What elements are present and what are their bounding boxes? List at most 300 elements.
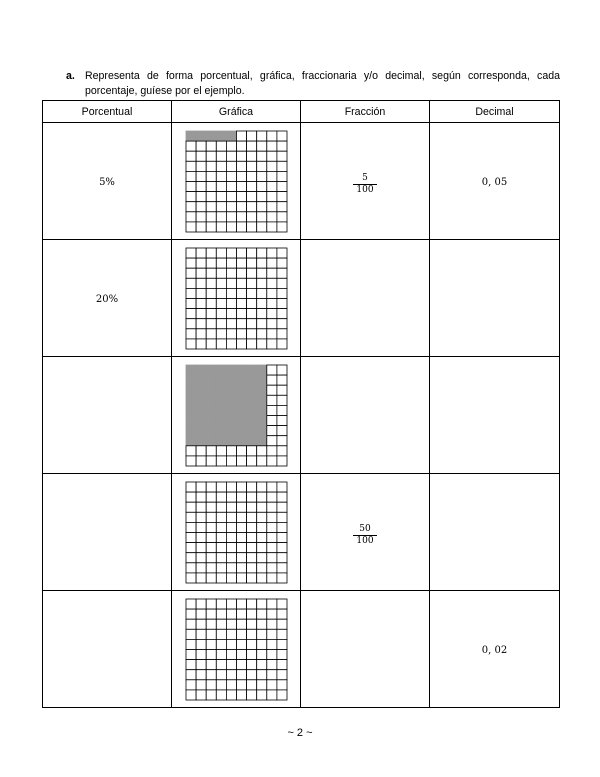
grid-cell[interactable]	[246, 502, 256, 512]
grid-cell[interactable]	[236, 298, 246, 308]
grid-cell[interactable]	[236, 318, 246, 328]
grid-cell[interactable]	[186, 328, 196, 338]
grid-cell[interactable]	[276, 609, 286, 619]
grid-cell[interactable]	[226, 328, 236, 338]
grid-cell[interactable]	[226, 278, 236, 288]
grid-cell[interactable]	[246, 619, 256, 629]
grid-cell[interactable]	[186, 278, 196, 288]
grid-cell[interactable]	[246, 492, 256, 502]
grid-cell[interactable]	[216, 659, 226, 669]
grid-cell[interactable]	[256, 502, 266, 512]
grid-cell[interactable]	[226, 619, 236, 629]
grid-cell[interactable]	[216, 248, 226, 258]
grid-cell[interactable]	[266, 298, 276, 308]
grid-cell[interactable]	[196, 248, 206, 258]
grid-cell[interactable]	[186, 492, 196, 502]
grid-cell[interactable]	[186, 258, 196, 268]
grid-cell[interactable]	[196, 669, 206, 679]
grid-cell[interactable]	[246, 649, 256, 659]
grid-cell[interactable]	[236, 338, 246, 348]
grid-cell[interactable]	[186, 609, 196, 619]
decimal-cell[interactable]	[430, 240, 560, 357]
grid-cell[interactable]	[236, 482, 246, 492]
grid-cell[interactable]	[276, 298, 286, 308]
grid-cell[interactable]	[276, 482, 286, 492]
grid-cell[interactable]	[216, 669, 226, 679]
grid-cell[interactable]	[266, 258, 276, 268]
grid-cell[interactable]	[186, 659, 196, 669]
grid-cell[interactable]	[266, 532, 276, 542]
grid-cell[interactable]	[276, 308, 286, 318]
grid-cell[interactable]	[236, 492, 246, 502]
grid-cell[interactable]	[256, 609, 266, 619]
grid-cell[interactable]	[226, 268, 236, 278]
grid-cell[interactable]	[196, 542, 206, 552]
grid-cell[interactable]	[226, 659, 236, 669]
grid-cell[interactable]	[206, 639, 216, 649]
grid-cell[interactable]	[256, 542, 266, 552]
grid-cell[interactable]	[186, 689, 196, 699]
grid-cell[interactable]	[276, 689, 286, 699]
grid-cell[interactable]	[266, 308, 276, 318]
grid-cell[interactable]	[186, 318, 196, 328]
grid-cell[interactable]	[256, 328, 266, 338]
grid-cell[interactable]	[226, 512, 236, 522]
grid-cell[interactable]	[236, 328, 246, 338]
hundred-grid[interactable]	[185, 481, 288, 584]
grid-cell[interactable]	[276, 522, 286, 532]
grid-cell[interactable]	[236, 268, 246, 278]
grid-cell[interactable]	[206, 532, 216, 542]
decimal-cell[interactable]	[430, 591, 560, 708]
grid-cell[interactable]	[246, 659, 256, 669]
grid-cell[interactable]	[216, 532, 226, 542]
grid-cell[interactable]	[216, 562, 226, 572]
grid-cell[interactable]	[236, 278, 246, 288]
grid-cell[interactable]	[186, 599, 196, 609]
grid-cell[interactable]	[236, 308, 246, 318]
grid-cell[interactable]	[186, 629, 196, 639]
grid-cell[interactable]	[276, 562, 286, 572]
hundred-grid[interactable]	[185, 598, 288, 701]
grid-cell[interactable]	[206, 619, 216, 629]
grid-cell[interactable]	[216, 328, 226, 338]
grid-cell[interactable]	[216, 522, 226, 532]
grid-cell[interactable]	[236, 562, 246, 572]
grid-cell[interactable]	[276, 649, 286, 659]
grid-cell[interactable]	[236, 639, 246, 649]
hundred-grid[interactable]	[185, 247, 288, 350]
grid-cell[interactable]	[196, 328, 206, 338]
grid-cell[interactable]	[226, 492, 236, 502]
grid-cell[interactable]	[256, 278, 266, 288]
porcentual-cell[interactable]	[43, 591, 172, 708]
grid-cell[interactable]	[276, 542, 286, 552]
grid-cell[interactable]	[216, 268, 226, 278]
grid-cell[interactable]	[196, 679, 206, 689]
grid-cell[interactable]	[266, 338, 276, 348]
grid-cell[interactable]	[256, 659, 266, 669]
grid-cell[interactable]	[226, 482, 236, 492]
grid-cell[interactable]	[196, 502, 206, 512]
fraccion-cell[interactable]	[301, 357, 430, 474]
grid-cell[interactable]	[206, 649, 216, 659]
grid-cell[interactable]	[256, 572, 266, 582]
grid-cell[interactable]	[186, 619, 196, 629]
grid-cell[interactable]	[216, 552, 226, 562]
grid-cell[interactable]	[236, 649, 246, 659]
grid-cell[interactable]	[196, 659, 206, 669]
grid-cell[interactable]	[196, 482, 206, 492]
grid-cell[interactable]	[256, 562, 266, 572]
grid-cell[interactable]	[206, 552, 216, 562]
grid-cell[interactable]	[266, 689, 276, 699]
grid-cell[interactable]	[256, 482, 266, 492]
porcentual-cell[interactable]	[43, 474, 172, 591]
grid-cell[interactable]	[256, 268, 266, 278]
grid-cell[interactable]	[226, 502, 236, 512]
grid-cell[interactable]	[256, 619, 266, 629]
grid-cell[interactable]	[246, 572, 256, 582]
grid-cell[interactable]	[206, 278, 216, 288]
grid-cell[interactable]	[216, 258, 226, 268]
grid-cell[interactable]	[246, 308, 256, 318]
grid-cell[interactable]	[246, 298, 256, 308]
grid-cell[interactable]	[266, 542, 276, 552]
grid-cell[interactable]	[266, 599, 276, 609]
grid-cell[interactable]	[196, 609, 206, 619]
grid-cell[interactable]	[196, 512, 206, 522]
grid-cell[interactable]	[236, 502, 246, 512]
grid-cell[interactable]	[246, 268, 256, 278]
grid-cell[interactable]	[196, 649, 206, 659]
grid-cell[interactable]	[186, 679, 196, 689]
grid-cell[interactable]	[246, 318, 256, 328]
grid-cell[interactable]	[206, 562, 216, 572]
grid-cell[interactable]	[266, 619, 276, 629]
grid-cell[interactable]	[236, 679, 246, 689]
grid-cell[interactable]	[276, 258, 286, 268]
grid-cell[interactable]	[266, 609, 276, 619]
grid-cell[interactable]	[266, 552, 276, 562]
grid-cell[interactable]	[196, 522, 206, 532]
grid-cell[interactable]	[276, 679, 286, 689]
grid-cell[interactable]	[206, 298, 216, 308]
grid-cell[interactable]	[186, 308, 196, 318]
grid-cell[interactable]	[236, 522, 246, 532]
grid-cell[interactable]	[256, 669, 266, 679]
grid-cell[interactable]	[266, 562, 276, 572]
grid-cell[interactable]	[246, 522, 256, 532]
grid-cell[interactable]	[196, 532, 206, 542]
porcentual-cell[interactable]	[43, 123, 172, 240]
grid-cell[interactable]	[186, 482, 196, 492]
grid-cell[interactable]	[276, 318, 286, 328]
grid-cell[interactable]	[276, 268, 286, 278]
grid-cell[interactable]	[236, 669, 246, 679]
grid-cell[interactable]	[256, 552, 266, 562]
grid-cell[interactable]	[196, 492, 206, 502]
grid-cell[interactable]	[206, 308, 216, 318]
grid-cell[interactable]	[186, 669, 196, 679]
grid-cell[interactable]	[206, 659, 216, 669]
grid-cell[interactable]	[216, 649, 226, 659]
grid-cell[interactable]	[216, 318, 226, 328]
grid-cell[interactable]	[206, 572, 216, 582]
grid-cell[interactable]	[206, 502, 216, 512]
decimal-cell[interactable]	[430, 123, 560, 240]
grid-cell[interactable]	[256, 599, 266, 609]
grid-cell[interactable]	[216, 502, 226, 512]
grid-cell[interactable]	[266, 492, 276, 502]
grid-cell[interactable]	[226, 689, 236, 699]
grid-cell[interactable]	[266, 649, 276, 659]
grid-cell[interactable]	[216, 679, 226, 689]
grid-cell[interactable]	[266, 629, 276, 639]
grid-cell[interactable]	[226, 298, 236, 308]
grid-cell[interactable]	[226, 609, 236, 619]
grid-cell[interactable]	[216, 609, 226, 619]
grid-cell[interactable]	[256, 248, 266, 258]
grid-cell[interactable]	[226, 248, 236, 258]
fraccion-cell[interactable]	[301, 591, 430, 708]
grid-cell[interactable]	[196, 308, 206, 318]
grid-cell[interactable]	[246, 532, 256, 542]
grid-cell[interactable]	[266, 659, 276, 669]
grid-cell[interactable]	[246, 328, 256, 338]
grid-cell[interactable]	[246, 248, 256, 258]
grid-cell[interactable]	[276, 492, 286, 502]
grid-cell[interactable]	[216, 278, 226, 288]
grid-cell[interactable]	[246, 599, 256, 609]
grid-cell[interactable]	[196, 619, 206, 629]
fraccion-cell[interactable]	[301, 240, 430, 357]
grid-cell[interactable]	[186, 268, 196, 278]
grid-cell[interactable]	[266, 502, 276, 512]
grid-cell[interactable]	[226, 562, 236, 572]
grid-cell[interactable]	[246, 669, 256, 679]
grid-cell[interactable]	[236, 689, 246, 699]
grid-cell[interactable]	[276, 599, 286, 609]
grid-cell[interactable]	[266, 679, 276, 689]
grid-cell[interactable]	[256, 532, 266, 542]
grid-cell[interactable]	[186, 649, 196, 659]
grid-cell[interactable]	[216, 492, 226, 502]
grid-cell[interactable]	[246, 609, 256, 619]
grid-cell[interactable]	[186, 572, 196, 582]
grid-cell[interactable]	[246, 258, 256, 268]
grid-cell[interactable]	[246, 338, 256, 348]
grid-cell[interactable]	[266, 248, 276, 258]
grid-cell[interactable]	[206, 679, 216, 689]
grid-cell[interactable]	[236, 659, 246, 669]
porcentual-cell[interactable]	[43, 357, 172, 474]
grid-cell[interactable]	[196, 278, 206, 288]
grid-cell[interactable]	[206, 522, 216, 532]
grid-cell[interactable]	[196, 268, 206, 278]
grid-cell[interactable]	[216, 619, 226, 629]
grid-cell[interactable]	[186, 298, 196, 308]
grid-cell[interactable]	[236, 532, 246, 542]
grid-cell[interactable]	[266, 639, 276, 649]
grid-cell[interactable]	[216, 639, 226, 649]
grid-cell[interactable]	[206, 609, 216, 619]
grid-cell[interactable]	[276, 552, 286, 562]
grid-cell[interactable]	[276, 572, 286, 582]
grid-cell[interactable]	[206, 599, 216, 609]
grid-cell[interactable]	[246, 639, 256, 649]
grid-cell[interactable]	[196, 572, 206, 582]
grid-cell[interactable]	[266, 522, 276, 532]
grid-cell[interactable]	[256, 679, 266, 689]
grid-cell[interactable]	[226, 318, 236, 328]
grid-cell[interactable]	[276, 248, 286, 258]
grid-cell[interactable]	[226, 532, 236, 542]
grid-cell[interactable]	[226, 679, 236, 689]
grid-cell[interactable]	[226, 669, 236, 679]
grid-cell[interactable]	[236, 619, 246, 629]
grid-cell[interactable]	[226, 258, 236, 268]
grid-cell[interactable]	[226, 542, 236, 552]
grid-cell[interactable]	[226, 522, 236, 532]
grid-cell[interactable]	[256, 649, 266, 659]
grid-cell[interactable]	[226, 552, 236, 562]
grid-cell[interactable]	[206, 318, 216, 328]
grid-cell[interactable]	[246, 542, 256, 552]
grid-cell[interactable]	[196, 599, 206, 609]
grid-cell[interactable]	[236, 258, 246, 268]
grid-cell[interactable]	[276, 502, 286, 512]
grid-cell[interactable]	[206, 248, 216, 258]
grid-cell[interactable]	[216, 572, 226, 582]
grid-cell[interactable]	[276, 278, 286, 288]
grid-cell[interactable]	[246, 629, 256, 639]
grid-cell[interactable]	[276, 669, 286, 679]
grid-cell[interactable]	[186, 562, 196, 572]
grid-cell[interactable]	[206, 258, 216, 268]
grid-cell[interactable]	[196, 629, 206, 639]
grid-cell[interactable]	[256, 338, 266, 348]
grid-cell[interactable]	[196, 338, 206, 348]
grid-cell[interactable]	[226, 649, 236, 659]
grid-cell[interactable]	[246, 562, 256, 572]
grid-cell[interactable]	[246, 482, 256, 492]
grid-cell[interactable]	[276, 532, 286, 542]
grid-cell[interactable]	[186, 552, 196, 562]
grid-cell[interactable]	[206, 482, 216, 492]
grid-cell[interactable]	[196, 288, 206, 298]
grid-cell[interactable]	[186, 512, 196, 522]
grid-cell[interactable]	[246, 278, 256, 288]
grid-cell[interactable]	[256, 629, 266, 639]
grid-cell[interactable]	[276, 288, 286, 298]
grid-cell[interactable]	[196, 318, 206, 328]
grid-cell[interactable]	[216, 542, 226, 552]
grid-cell[interactable]	[276, 639, 286, 649]
grid-cell[interactable]	[256, 689, 266, 699]
grid-cell[interactable]	[196, 258, 206, 268]
grid-cell[interactable]	[276, 328, 286, 338]
grid-cell[interactable]	[256, 512, 266, 522]
grid-cell[interactable]	[186, 248, 196, 258]
grid-cell[interactable]	[236, 542, 246, 552]
grid-cell[interactable]	[256, 288, 266, 298]
grid-cell[interactable]	[196, 689, 206, 699]
grid-cell[interactable]	[226, 338, 236, 348]
grid-cell[interactable]	[266, 572, 276, 582]
grid-cell[interactable]	[236, 572, 246, 582]
grid-cell[interactable]	[236, 512, 246, 522]
grid-cell[interactable]	[276, 619, 286, 629]
grid-cell[interactable]	[206, 542, 216, 552]
grid-cell[interactable]	[236, 552, 246, 562]
grid-cell[interactable]	[206, 492, 216, 502]
grid-cell[interactable]	[206, 268, 216, 278]
grid-cell[interactable]	[246, 689, 256, 699]
grid-cell[interactable]	[226, 639, 236, 649]
grid-cell[interactable]	[256, 298, 266, 308]
grid-cell[interactable]	[256, 522, 266, 532]
grid-cell[interactable]	[266, 328, 276, 338]
grid-cell[interactable]	[236, 629, 246, 639]
grid-cell[interactable]	[266, 669, 276, 679]
fraccion-cell[interactable]	[301, 123, 430, 240]
grid-cell[interactable]	[206, 512, 216, 522]
grid-cell[interactable]	[206, 629, 216, 639]
grid-cell[interactable]	[186, 639, 196, 649]
grid-cell[interactable]	[266, 278, 276, 288]
grid-cell[interactable]	[276, 629, 286, 639]
grid-cell[interactable]	[216, 338, 226, 348]
porcentual-cell[interactable]	[43, 240, 172, 357]
grid-cell[interactable]	[276, 659, 286, 669]
grid-cell[interactable]	[216, 689, 226, 699]
grid-cell[interactable]	[216, 482, 226, 492]
grid-cell[interactable]	[246, 679, 256, 689]
grid-cell[interactable]	[186, 288, 196, 298]
grid-cell[interactable]	[266, 512, 276, 522]
grid-cell[interactable]	[276, 338, 286, 348]
grid-cell[interactable]	[186, 502, 196, 512]
grid-cell[interactable]	[266, 268, 276, 278]
grid-cell[interactable]	[266, 482, 276, 492]
grid-cell[interactable]	[236, 248, 246, 258]
grid-cell[interactable]	[236, 599, 246, 609]
grid-cell[interactable]	[246, 288, 256, 298]
grid-cell[interactable]	[246, 552, 256, 562]
grid-cell[interactable]	[276, 512, 286, 522]
grid-cell[interactable]	[186, 532, 196, 542]
grid-cell[interactable]	[196, 562, 206, 572]
grid-cell[interactable]	[246, 512, 256, 522]
grid-cell[interactable]	[216, 288, 226, 298]
grid-cell[interactable]	[206, 338, 216, 348]
grid-cell[interactable]	[216, 629, 226, 639]
grid-cell[interactable]	[236, 609, 246, 619]
grid-cell[interactable]	[226, 308, 236, 318]
grid-cell[interactable]	[186, 338, 196, 348]
grid-cell[interactable]	[266, 318, 276, 328]
grid-cell[interactable]	[226, 629, 236, 639]
grid-cell[interactable]	[256, 258, 266, 268]
grid-cell[interactable]	[216, 298, 226, 308]
grid-cell[interactable]	[206, 288, 216, 298]
grid-cell[interactable]	[216, 308, 226, 318]
grid-cell[interactable]	[186, 542, 196, 552]
grid-cell[interactable]	[226, 572, 236, 582]
grid-cell[interactable]	[256, 639, 266, 649]
grid-cell[interactable]	[256, 492, 266, 502]
